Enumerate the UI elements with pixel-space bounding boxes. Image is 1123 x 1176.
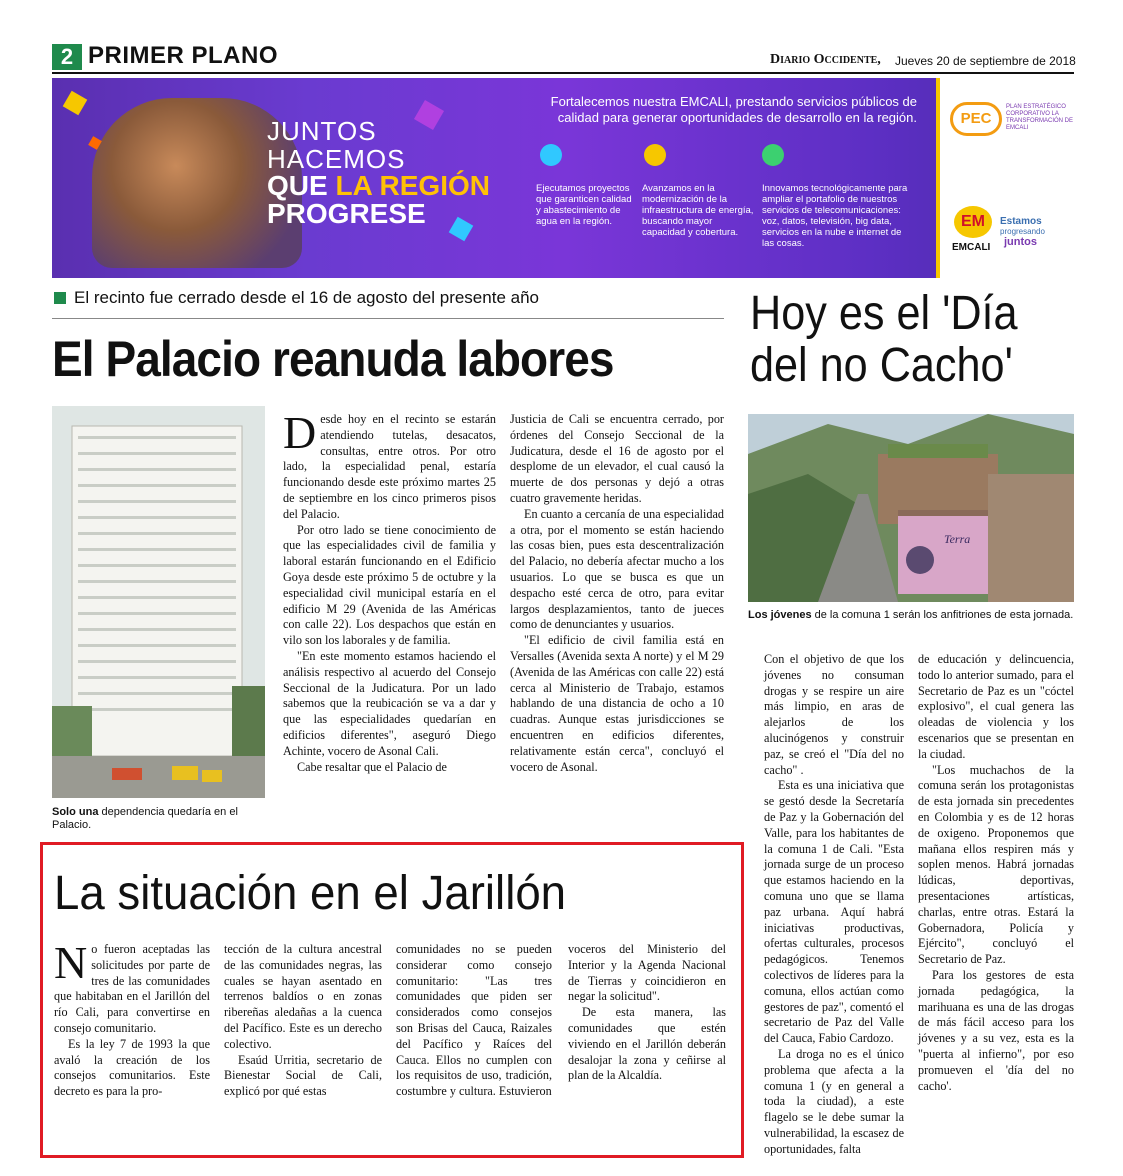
header-rule [52, 72, 1074, 74]
photo-caption [52, 806, 267, 832]
comuna-photo [748, 414, 1074, 602]
ad-telecom-text: Innovamos tecnológicamente para ampliar el portafolio de nuestros servicios de telecomunicaciones: voz, datos, televisión, big data, servicios en la nube e internet de las cosas. [762, 183, 908, 249]
drop-cap: N [54, 937, 88, 988]
article-column [568, 942, 726, 1084]
ad-title-line: HACEMOS [267, 144, 406, 174]
light-bulb-icon [644, 144, 666, 166]
paragraph: o fueron aceptadas las solicitudes por parte de tres de las comunidades que habitaban en el Jarillón del río Cali, para convertirse en consejo comunitario. [54, 942, 210, 1035]
kicker-rule [52, 318, 724, 319]
hexagon-icon [414, 100, 444, 130]
paragraph: Es la ley 7 de 1993 la que avaló la creación de los consejos comunitarios. Este decreto es para la pro- [54, 1036, 210, 1099]
paragraph: Con el objetivo de que los jóvenes no consuman drogas y se respire un aire más limpio, en aras de alejarlos de los alucinógenos y construir paz, se creó el "Día del no cacho" . [764, 652, 904, 777]
paragraph: La droga no es el único problema que afecta a la comuna 1 (y en general a toda la ciudad), a este flagelo se le debe sumar la vulnerabilidad, la escasez de oportunidades, falta [764, 1046, 904, 1156]
paragraph: Por otro lado se tiene conocimiento de que las especialidades civil de familia y laboral estarán funcionando en el Edificio Goya desde este próximo 5 de octubre y la especialidad civil municipal estaría en el edificio M 29 (Avenida de las Américas con calle 22). Los despachos que están en vilo son los laborales y de familia. [283, 522, 496, 648]
issue-date: Jueves 20 de septiembre de 2018 [895, 54, 1076, 68]
emcali-name: EMCALI [952, 242, 991, 253]
box-headline: La situación en el Jarillón [54, 867, 567, 920]
paragraph: "Los muchachos de la comuna serán los protagonistas de esta jornada sin precedentes en Colombia y es de 12 horas de oxigeno. Proponemos que mañana ellos respiren más y soplen menos. Habrá jornadas lúdicas, deportivas, presentaciones artísticas, charlas, entre otras. Estará la Gobernadora, Policía y Ejército", concluyó el Secretario de Paz. [918, 762, 1074, 967]
paragraph: "El edificio de civil familia está en Versalles (Avenida sexta A norte) y el M 29 (Avenida de las Américas con calle 22) está cerca al Ministerio de Trabajo, estamos hablando de una distancia de ocho a 10 cuadras. Aunque estas jurisdicciones se encuentren en edificios diferentes, relativamente están cerca", concluyó el vocero de Asonal. [510, 633, 724, 774]
slogan-line: Estamos [1000, 216, 1042, 227]
ad-tagline: Fortalecemos nuestra EMCALI, prestando servicios públicos de calidad para generar oportunidades de desarrollo en la región. [550, 94, 917, 125]
caption-lead: Solo una [52, 806, 99, 818]
article-column [510, 412, 724, 775]
caption-lead: Los jóvenes [748, 609, 812, 621]
paragraph: Para los gestores de esta jornada pedagógica, la marihuana es una de las drogas de más fácil acceso para los jóvenes y a su vez, esta es la "puerta al infierno", por eso promueven el 'día del no cacho'. [918, 967, 1074, 1093]
paragraph: Esaúd Urritia, secretario de Bienestar Social de Cali, explicó por qué estas [224, 1052, 382, 1099]
section-title: PRIMER PLANO [88, 42, 279, 69]
paragraph: En cuanto a cercanía de una especialidad a otra, por el momento se están haciendo las cosas bien, pues esta descentralización del Palacio, no debería afectar mucho a los usuarios. Lo que se busca es que un despacho esté cerca de otro, para evitar largos desplazamientos, tanto de jueces como de denunciantes y usuarios. [510, 506, 724, 632]
wifi-icon [762, 144, 784, 166]
article-column [396, 942, 552, 1100]
paragraph: voceros del Ministerio del Interior y la Agenda Nacional de Tierras y coincidieron en negar la solicitud". [568, 942, 726, 1004]
article-column [224, 942, 382, 1100]
ad-title-part: QUE [267, 170, 336, 201]
paragraph: De esta manera, las comunidades que estén viviendo en el Jarillón deberán desalojar la zona y ceñirse al plan de la Alcaldía. [568, 1005, 726, 1083]
paragraph: de educación y delincuencia, todo lo anterior sumado, para el Secretario de Paz es un "cóctel explosivo", el cual genera las oleadas de violencia y los escenarios que se presentan en la ciudad. [918, 652, 1074, 761]
article-column [918, 652, 1074, 1094]
photo-caption [748, 608, 1078, 622]
main-headline: El Palacio reanuda labores [52, 331, 614, 387]
right-headline: Hoy es el 'Día del no Cacho' [750, 287, 1018, 392]
ad-title-line: JUNTOS [267, 116, 377, 146]
article-kicker: El recinto fue cerrado desde el 16 de agosto del presente año [74, 288, 539, 307]
slogan-line: juntos [1004, 236, 1037, 248]
caption-text: de la comuna 1 serán los anfitriones de esta jornada. [811, 609, 1074, 621]
kicker-bullet-icon [54, 292, 66, 304]
paragraph: Esta es una iniciativa que se gestó desde la Secretaría de Paz y la Gobernación del Valle, para los habitantes de la comuna 1 de Cali. "Esta jornada surge de un proceso que estamos haciendo en la comuna uno que se llama paz urbana. Aquí habrá iniciativas productivas, ofertas culturales, procesos pedagógicos. Tenemos colectivos de líderes para la comuna, ellos actúan como gestores de paz", comentó el secretario de Paz del Valle del Cauca, Fabio Cardozo. [764, 778, 904, 1046]
paragraph: Cabe resaltar que el Palacio de [297, 759, 447, 774]
caption-text: dependencia quedaría en el Palacio. [52, 806, 238, 831]
ad-energy-text: Avanzamos en la modernización de la infraestructura de energía, buscando mayor capacidad y cobertura. [642, 183, 754, 238]
pec-logo: PEC [950, 102, 1002, 136]
street-illustration [748, 414, 1074, 602]
ad-water-text: Ejecutamos proyectos que garanticen calidad y abastecimiento de agua en la región. [536, 183, 632, 227]
paragraph: "En este momento estamos haciendo el análisis respectivo al acuerdo del Consejo Seccional de la Judicatura. Por un lado sabemos que la reubicación se va a dar y que las especialidades quedarían en edificios diferentes", aseguró Diego Achinte, vocero de Asonal Cali. [283, 648, 496, 758]
ad-title-line: PROGRESE [267, 198, 426, 229]
article-column [764, 652, 904, 1158]
newspaper-name: Diario Occidente, [770, 52, 881, 67]
paragraph: comunidades no se pueden considerar como consejo comunitario: "Las tres comunidades que piden ser considerados como consejos son Brisas del Cauca, Raizales del Pacífico y Raíces del Cauca. Ellos no cumplen con los requisitos de uso, tradición, costumbre y cultura. Estuvieron [396, 942, 552, 1099]
building-illustration [52, 406, 265, 798]
page-number: 2 [52, 44, 82, 70]
article-column [283, 407, 496, 775]
emcali-ad-banner[interactable] [52, 78, 1074, 278]
paragraph: Justicia de Cali se encuentra cerrado, por órdenes del Consejo Seccional de la Judicatura, desde el 16 de agosto por el desplome de un elevador, el cual causó la muerte de dos personas y dejó a otras cuatro gravemente heridas. [510, 412, 724, 505]
hexagon-icon [63, 91, 88, 116]
pec-description: PLAN ESTRATÉGICO CORPORATIVO LA TRANSFORMACIÓN DE EMCALI [1006, 104, 1074, 131]
article-column [54, 937, 210, 1100]
slogan-line: progresando [1000, 227, 1045, 236]
ad-title-accent: LA REGIÓN [335, 170, 490, 201]
paragraph: tección de la cultura ancestral de las comunidades negras, las cuales se hayan asentado en terrenos baldíos o en zonas ribereñas aledañas a la cuenca del Pacífico. Este es un derecho colectivo. [224, 942, 382, 1051]
drop-cap: D [283, 407, 317, 458]
paragraph: esde hoy en el recinto se estarán atendiendo tutelas, desacatos, consultas, entre otros. Por otro lado, la especialidad penal, estaría funcionando desde este próximo martes 25 de septiembre en los cinco primeros pisos del Palacio. [283, 412, 496, 521]
hexagon-icon [449, 217, 474, 242]
emcali-logo: EM [954, 206, 992, 238]
ad-logos-panel [936, 78, 1074, 278]
water-drop-icon [540, 144, 562, 166]
palacio-photo [52, 406, 265, 798]
mural-text: Terra [944, 532, 971, 546]
